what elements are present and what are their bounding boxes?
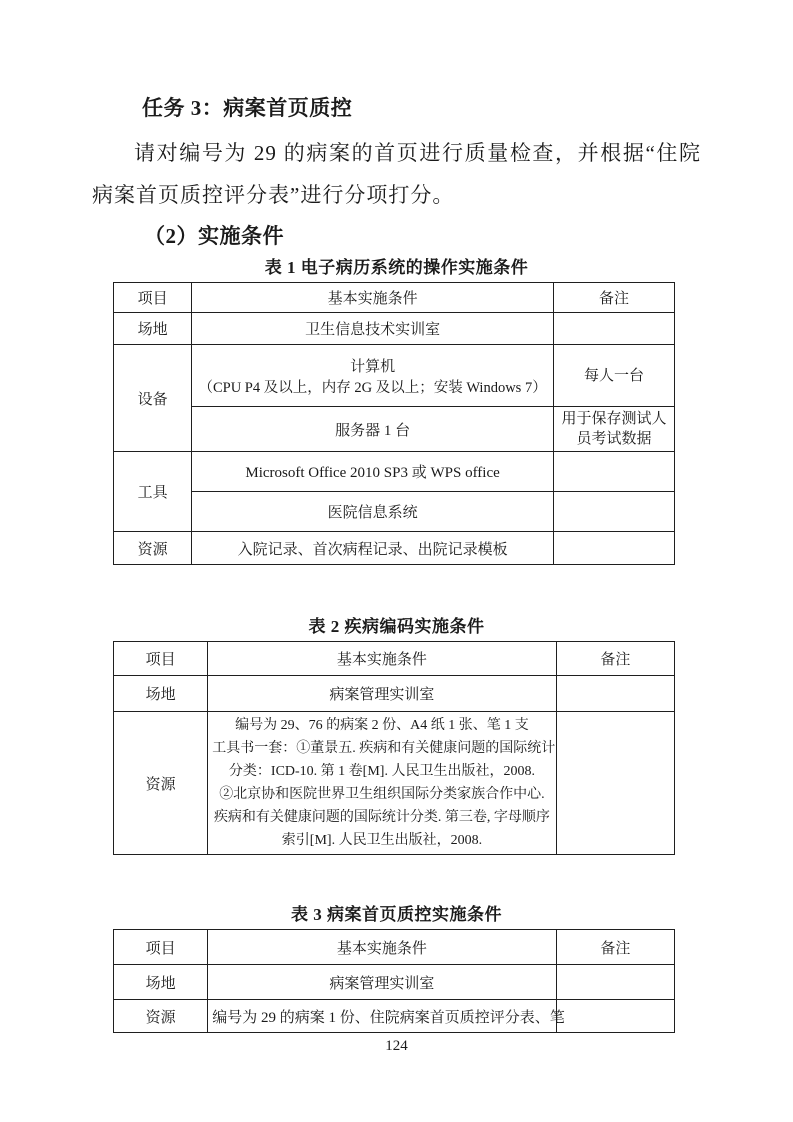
cell-condition xyxy=(192,345,554,407)
table1-implementation-conditions xyxy=(113,282,675,565)
cell-item: 资源 xyxy=(114,532,192,565)
cell-condition: 医院信息系统 xyxy=(192,492,554,532)
table3-caption: 表 3 病案首页质控实施条件 xyxy=(291,905,502,924)
table-row-site xyxy=(114,965,675,1000)
header-cell-condition: 基本实施条件 xyxy=(208,642,556,676)
cell-note: 每人一台 xyxy=(554,345,675,407)
computer-label: 计算机 xyxy=(350,358,396,375)
table-row-resources xyxy=(114,532,675,565)
cell-note xyxy=(554,313,675,345)
cell-item: 资源 xyxy=(114,1000,208,1033)
cell-note xyxy=(554,532,675,565)
cell-note: 用于保存测试人员考试数据 xyxy=(554,407,675,452)
cell-note xyxy=(556,712,674,855)
task-heading: 任务 3：病案首页质控 xyxy=(142,96,353,120)
header-cell-condition: 基本实施条件 xyxy=(192,283,554,313)
computer-spec: （CPU P4 及以上，内存 2G 及以上；安装 Windows 7） xyxy=(198,379,547,396)
cell-condition: 病案管理实训室 xyxy=(208,965,556,1000)
cell-item: 工具 xyxy=(114,452,192,532)
cell-condition xyxy=(208,712,556,855)
cell-item: 场地 xyxy=(114,965,208,1000)
page-number: 124 xyxy=(385,1038,408,1054)
cell-note xyxy=(556,1000,674,1033)
cell-note xyxy=(556,965,674,1000)
cell-note xyxy=(554,492,675,532)
cell-note xyxy=(556,676,674,712)
cell-condition: 编号为 29 的病案 1 份、住院病案首页质控评分表、笔 xyxy=(208,1000,556,1033)
cell-item: 资源 xyxy=(114,712,208,855)
resource-line: 编号为 29、76 的病案 2 份、A4 纸 1 张、笔 1 支 xyxy=(235,718,529,733)
table-row-tools-office xyxy=(114,452,675,492)
header-cell-note: 备注 xyxy=(556,930,674,965)
table2-caption: 表 2 疾病编码实施条件 xyxy=(308,617,485,636)
table-row-site xyxy=(114,676,675,712)
task-description-paragraph: 请对编号为 29 的病案的首页进行质量检查，并根据“住院病案首页质控评分表”进行分项打分。 xyxy=(92,141,701,207)
table-row-site xyxy=(114,313,675,345)
cell-item: 场地 xyxy=(114,676,208,712)
cell-condition: 卫生信息技术实训室 xyxy=(192,313,554,345)
resource-line: 工具书一套：①董景五. 疾病和有关健康问题的国际统计 xyxy=(212,741,556,756)
cell-condition: 入院记录、首次病程记录、出院记录模板 xyxy=(192,532,554,565)
header-cell-item: 项目 xyxy=(114,642,208,676)
table-row-resources xyxy=(114,1000,675,1033)
resource-line: 分类：ICD-10. 第 1 卷[M]. 人民卫生出版社，2008. xyxy=(228,764,535,779)
header-cell-item: 项目 xyxy=(114,930,208,965)
table-header-row xyxy=(114,283,675,313)
table1-caption: 表 1 电子病历系统的操作实施条件 xyxy=(264,258,529,277)
table-row-equipment-server xyxy=(114,407,675,452)
cell-note xyxy=(554,452,675,492)
cell-item: 场地 xyxy=(114,313,192,345)
table-row-resources xyxy=(114,712,675,855)
table2-disease-coding-conditions xyxy=(113,641,675,855)
cell-condition: 病案管理实训室 xyxy=(208,676,556,712)
table3-front-page-qc-conditions xyxy=(113,929,675,1033)
resource-line: 索引[M]. 人民卫生出版社，2008. xyxy=(281,833,483,848)
page-content xyxy=(92,94,701,1033)
table-row-tools-his xyxy=(114,492,675,532)
cell-condition: 服务器 1 台 xyxy=(192,407,554,452)
header-cell-note: 备注 xyxy=(554,283,675,313)
header-cell-note: 备注 xyxy=(556,642,674,676)
cell-item: 设备 xyxy=(114,345,192,452)
table-header-row xyxy=(114,930,675,965)
table-header-row xyxy=(114,642,675,676)
header-cell-item: 项目 xyxy=(114,283,192,313)
header-cell-condition: 基本实施条件 xyxy=(208,930,556,965)
resource-line: ②北京协和医院世界卫生组织国际分类家族合作中心. xyxy=(219,787,545,802)
resource-line: 疾病和有关健康问题的国际统计分类. 第三卷, 字母顺序 xyxy=(213,810,550,825)
section-subheading: （2）实施条件 xyxy=(144,224,284,248)
table-row-equipment-computer xyxy=(114,345,675,407)
cell-condition: Microsoft Office 2010 SP3 或 WPS office xyxy=(192,452,554,492)
